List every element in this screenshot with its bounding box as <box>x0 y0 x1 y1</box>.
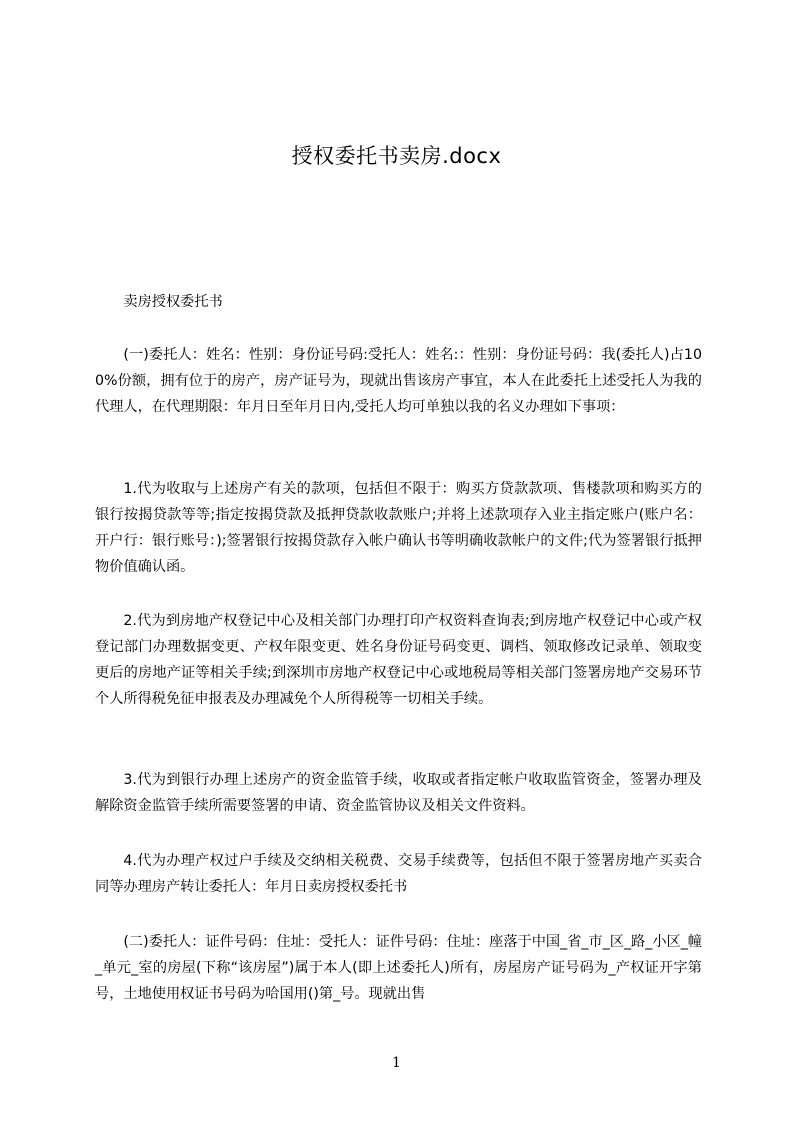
paragraph-1: (一)委托人：姓名：性别：身份证号码:受托人：姓名:：性别：身份证号码：我(委托人)占100%份额，拥有位于的房产，房产证号为，现就出售该房产事宜，本人在此委托上述受托人为我的代理人，在代理期限：年月日至年月日内,受托人均可单独以我的名义办理如下事项： <box>95 347 702 415</box>
paragraph-4: 3.代为到银行办理上述房产的资金监管手续，收取或者指定帐户收取监管资金，签署办理及解除资金监管手续所需要签署的申请、资金监管协议及相关文件资料。 <box>95 772 702 814</box>
paragraph-3: 2.代为到房地产权登记中心及相关部门办理打印产权资料查询表;到房地产权登记中心或产权登记部门办理数据变更、产权年限变更、姓名身份证号码变更、调档、领取修改记录单、领取变更后的房地产证等相关手续;到深圳市房地产权登记中心或地税局等相关部门签署房地产交易环节个人所得税免征申报表及办理减免个人所得税等一切相关手续。 <box>95 613 702 707</box>
paragraph-5: 4.代为办理产权过户手续及交纳相关税费、交易手续费等，包括但不限于签署房地产买卖合同等办理房产转让委托人：年月日卖房授权委托书 <box>95 853 702 895</box>
heading-text: 卖房授权委托书 <box>123 294 223 310</box>
section-heading <box>95 289 702 315</box>
document-title: 授权委托书卖房.docx <box>291 144 502 168</box>
page-number: 1 <box>392 1055 401 1071</box>
paragraph-2: 1.代为收取与上述房产有关的款项，包括但不限于：购买方贷款款项、售楼款项和购买方的银行按揭贷款等等;指定按揭贷款及抵押贷款收款账户;并将上述款项存入业主指定账户(账户名：开户行：银行账号：);签署银行按揭贷款存入帐户确认书等明确收款帐户的文件;代为签署银行抵押物价值确认函。 <box>95 481 702 575</box>
paragraph-6: (二)委托人：证件号码：住址：受托人：证件号码：住址：座落于中国_省_市_区_路_小区_幢_单元_室的房屋(下称“该房屋”)属于本人(即上述委托人)所有，房屋房产证号码为_产权证开字第号，土地使用权证书号码为哈国用()第_号。现就出售 <box>95 934 702 1002</box>
